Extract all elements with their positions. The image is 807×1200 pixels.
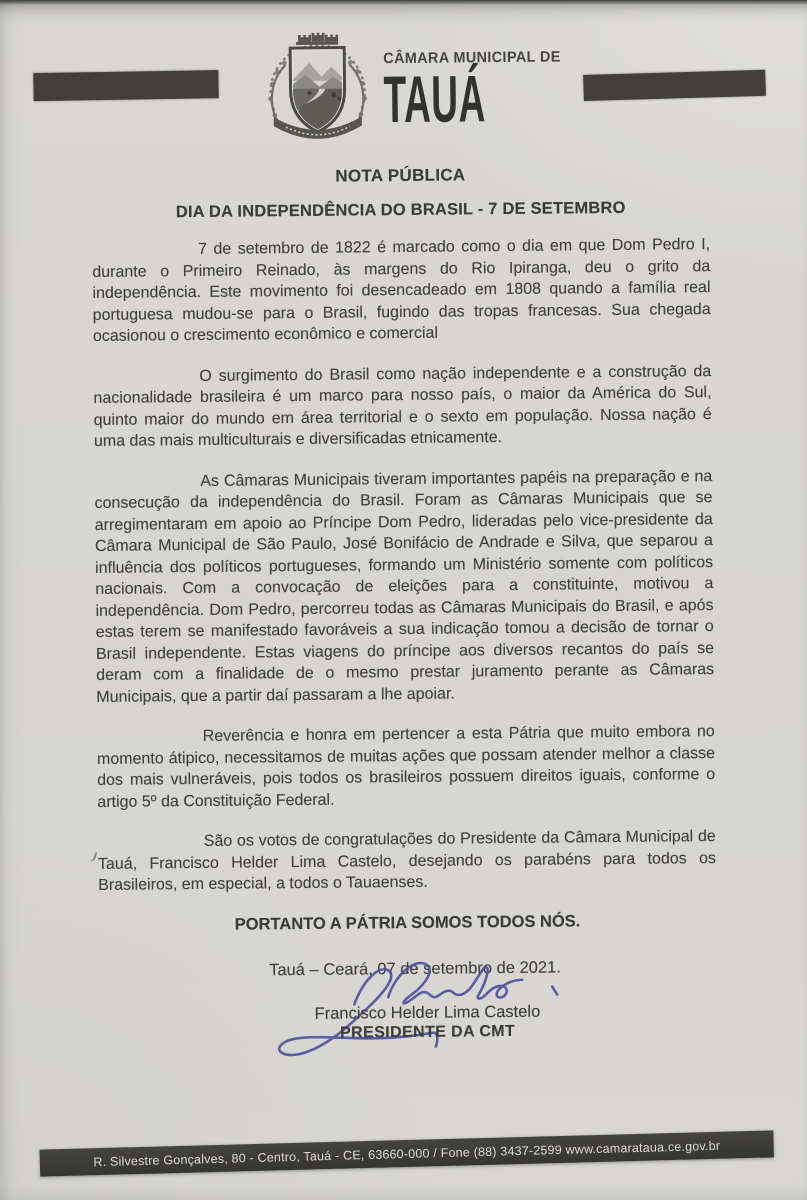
signature-block bbox=[99, 1001, 717, 1045]
document-title: NOTA PÚBLICA bbox=[335, 165, 466, 186]
paragraph-5: São os votos de congratulações do Presidente da Câmara Municipal de Tauá, Francisco Helder Lima Castelo, desejando os parabéns para todos os Brasileiros, em especial, a todos o Tauaenses. bbox=[97, 828, 717, 894]
dateline: Tauá – Ceará, 07 de setembro de 2021. bbox=[269, 958, 561, 980]
signatory-role: PRESIDENTE DA CMT bbox=[339, 1022, 516, 1042]
scan-top-edge bbox=[0, 0, 807, 5]
paragraph-2: O surgimento do Brasil como nação independente e a construção da nacionalidade brasileira é um marco para nosso país, o maior da América do Sul, quinto maior do mundo em área territorial e o sexto em população. Nossa nação é uma das mais multiculturais e diversificadas etnicamente. bbox=[93, 362, 712, 450]
document-body bbox=[92, 234, 717, 1002]
taua-coat-of-arms-icon bbox=[261, 28, 374, 147]
paragraph-1: 7 de setembro de 1822 é marcado como o dia em que Dom Pedro I, durante o Primeiro Reinado, às margens do Rio Ipiranga, deu o grito da independência. Este movimento foi desencadeado em 1808 quando a família real portuguesa mudou-se para o Brasil, fugindo das tropas francesas. Sua chegada ocasionou o crescimento econômico e comercial bbox=[92, 236, 711, 345]
paragraph-4: Reverência e honra em pertencer a esta Pátria que muito embora no momento átipico, necessitamos de muitas ações que possam atender melhor a classe dos mais vulneráveis, pois todos os brasileiros possuem direitos iguais, conforme o artigo 5º da Constituição Federal. bbox=[96, 723, 716, 811]
org-name-large: TAUÁ bbox=[383, 61, 487, 137]
closing-statement: PORTANTO A PÁTRIA SOMOS TODOS NÓS. bbox=[234, 911, 581, 934]
paragraph-3: As Câmaras Municipais tiveram importantes papéis na preparação e na consecução da independência do Brasil. Foram as Câmaras Municipais que se arregimentaram em apoio ao Príncipe Dom Pedro, lideradas pelo vice-presidente da Câmara Municipal de São Paulo, José Bonifácio de Andrade e Silva, que separou a influência dos políticos portugueses, formando um Ministério somente com políticos nacionais. Com a convocação de eleições para a constituinte, motivou a independência. Dom Pedro, percorreu todas as Câmaras Municipais do Brasil, e após estas terem se manifestado favoráveis a sua indicação tomou a decisão de tornar o Brasil independente. Estas viagens do príncipe aos diversos recantos do país se deram com a finalidade de o mesmo prestar juramento perante as Câmaras Municipais, que a partir daí passaram a lhe apoiar. bbox=[94, 467, 715, 706]
footer-address-bar bbox=[40, 1130, 774, 1176]
org-title-block bbox=[383, 48, 569, 137]
header-right-bar bbox=[583, 70, 766, 101]
document-subtitle: DIA DA INDEPENDÊNCIA DO BRASIL - 7 DE SETEMBRO bbox=[175, 198, 626, 222]
scan-artifact-mark bbox=[85, 850, 97, 863]
header-left-bar bbox=[33, 70, 218, 101]
org-line-small: CÂMARA MUNICIPAL DE bbox=[383, 48, 561, 68]
signatory-name: Francisco Helder Lima Castelo bbox=[314, 1002, 541, 1023]
footer-address-text: R. Silvestre Gonçalves, 80 - Centro, Tauá - CE, 63660-000 / Fone (88) 3437-2599 www.camarataua.ce.gov.br bbox=[93, 1138, 721, 1169]
